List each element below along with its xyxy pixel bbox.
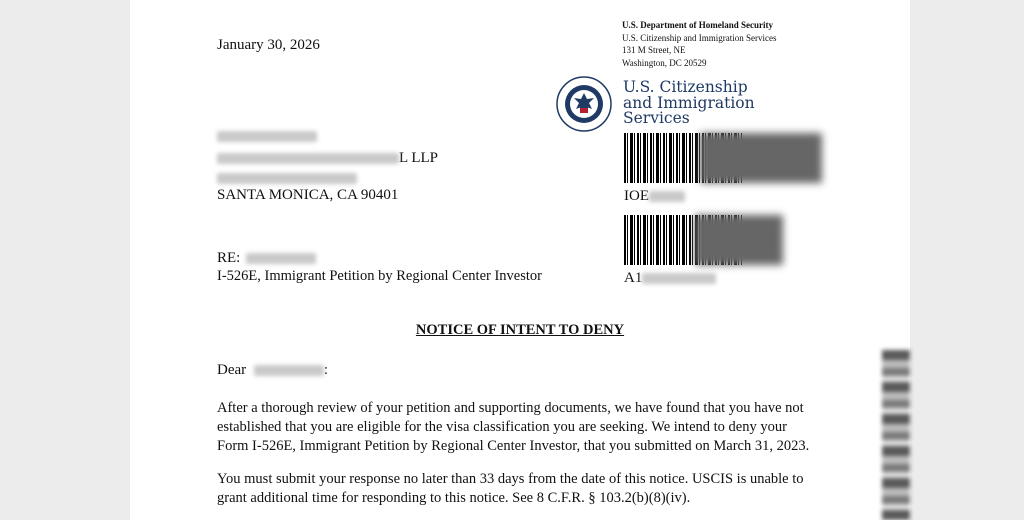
wordmark-line-3: Services <box>623 109 690 127</box>
re-label: RE: <box>217 250 241 266</box>
receipt-number <box>624 188 685 205</box>
paragraph-response <box>217 470 837 508</box>
paragraph-line: grant additional time for responding to this notice. See 8 C.F.R. § 103.2(b)(8)(iv). <box>217 490 691 506</box>
wordmark-line-1: U.S. Citizenship <box>623 78 748 96</box>
barcode-redaction <box>700 133 822 183</box>
agency-subname: U.S. Citizenship and Immigration Services <box>622 32 777 43</box>
barcode-redaction-2 <box>695 215 783 265</box>
letter-date: January 30, 2026 <box>217 37 320 53</box>
paragraph-intent <box>217 399 837 456</box>
re-subject: I-526E, Immigrant Petition by Regional Center Investor <box>217 268 542 284</box>
letter-page <box>130 0 910 520</box>
dhs-seal-icon <box>556 76 612 132</box>
a-number-prefix: A1 <box>624 270 643 286</box>
receipt-prefix: IOE <box>624 188 649 204</box>
salutation-suffix: : <box>323 362 329 378</box>
agency-name: U.S. Department of Homeland Security <box>622 20 773 30</box>
agency-address-block <box>622 19 776 69</box>
paragraph-line: established that you are eligible for the visa classification you are seeking. We intend to deny your <box>217 419 787 435</box>
uscis-wordmark <box>623 80 755 127</box>
paragraph-line: You must submit your response no later than 33 days from the date of this notice. USCIS is unable to <box>217 471 804 487</box>
salutation-prefix: Dear <box>217 362 247 378</box>
recipient-line-1 <box>217 150 438 167</box>
a-number <box>624 270 716 287</box>
paragraph-line: Form I-526E, Immigrant Petition by Regional Center Investor, that you submitted on March 31, 2023. <box>217 438 810 454</box>
salutation <box>217 362 328 379</box>
wordmark-line-2: and Immigration <box>623 93 755 112</box>
recipient-city: SANTA MONICA, CA 90401 <box>217 187 399 203</box>
agency-city: Washington, DC 20529 <box>622 57 707 68</box>
recipient-firm-suffix: L LLP <box>399 150 439 166</box>
agency-street: 131 M Street, NE <box>622 45 686 55</box>
side-redaction-strip <box>882 350 910 520</box>
re-line-label <box>217 250 316 267</box>
notice-title: NOTICE OF INTENT TO DENY <box>415 322 625 338</box>
paragraph-line: After a thorough review of your petition and supporting documents, we have found that you have not <box>217 400 804 416</box>
recipient-line-0 <box>217 128 317 145</box>
recipient-line-2 <box>217 170 357 187</box>
